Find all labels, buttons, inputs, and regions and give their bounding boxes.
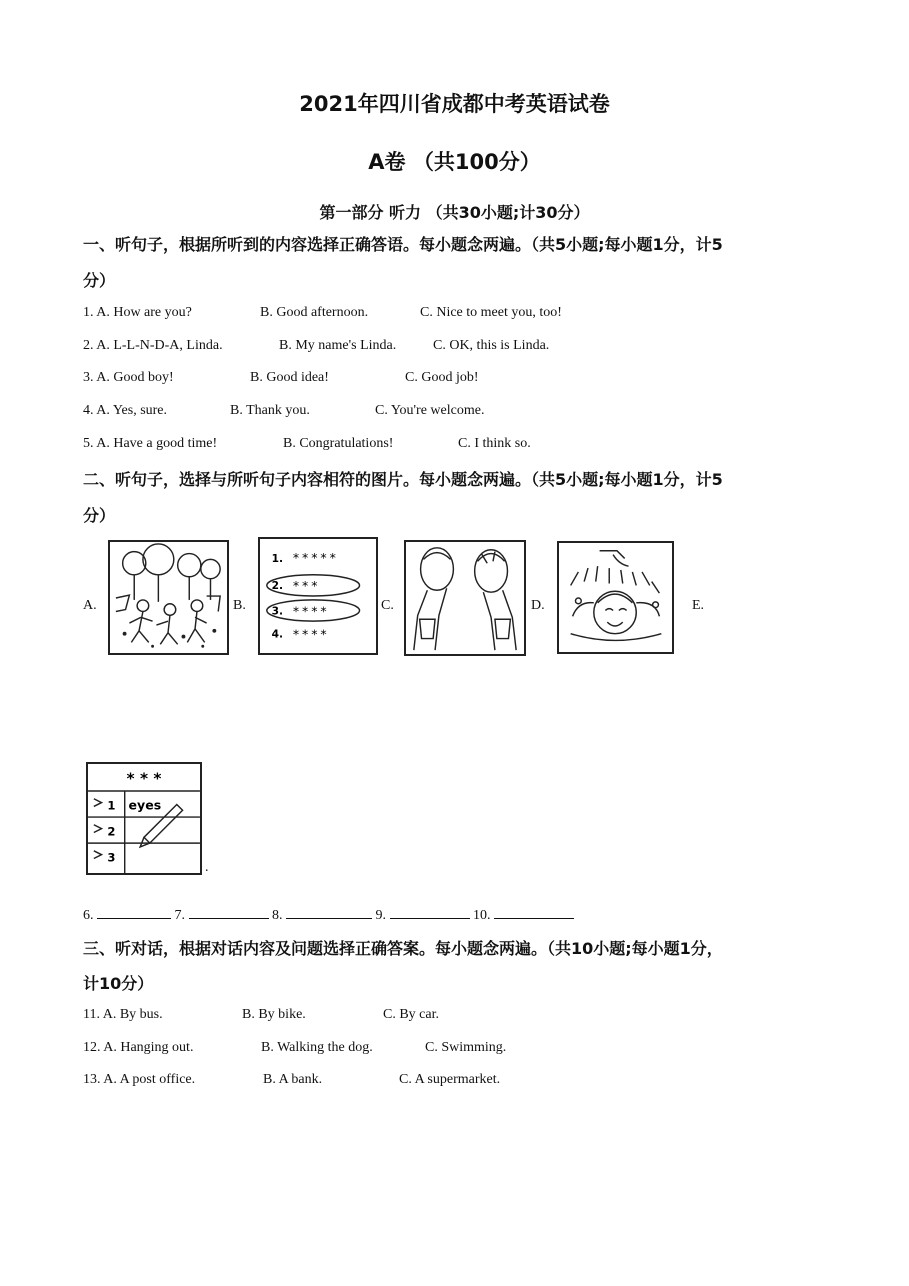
checklist-header-stars: * * *: [126, 769, 162, 788]
q12-option-c: C. Swimming.: [425, 1040, 507, 1055]
blank-10-label: 10.: [473, 908, 491, 923]
q3-option-c: C. Good job!: [405, 370, 479, 385]
blank-6-label: 6.: [83, 908, 94, 923]
q11-option-c: C. By car.: [383, 1007, 439, 1022]
blank-8-label: 8.: [272, 908, 283, 923]
picture-d-child-shower: [557, 541, 674, 654]
rank-1-stars: *****: [292, 550, 339, 566]
blank-7-line[interactable]: [189, 905, 269, 919]
blank-10-line[interactable]: [494, 905, 574, 919]
blank-8-line[interactable]: [286, 905, 372, 919]
section1-heading-line1: 一、听句子，根据所听到的内容选择正确答语。每小题念两遍。（共5小题;每小题1分，计5: [83, 235, 723, 254]
q13-option-b: B. A bank.: [263, 1072, 323, 1087]
blank-9-label: 9.: [375, 908, 386, 923]
page-title: 2021年四川省成都中考英语试卷: [299, 92, 610, 116]
blank-6-line[interactable]: [97, 905, 171, 919]
q5-option-b: B. Congratulations!: [283, 436, 394, 451]
rank-4-number: 4.: [271, 627, 284, 641]
q2-option-c: C. OK, this is Linda.: [433, 338, 550, 353]
q11-option-a: 11. A. By bus.: [83, 1007, 163, 1022]
checklist-row-1: 1: [107, 798, 116, 813]
q5-option-a: 5. A. Have a good time!: [83, 436, 218, 451]
q13-option-a: 13. A. A post office.: [83, 1072, 196, 1087]
checklist-row-3: 3: [107, 850, 116, 865]
rank-1-number: 1.: [271, 552, 284, 566]
section2-heading-line1: 二、听句子，选择与所听句子内容相符的图片。每小题念两遍。（共5小题;每小题1分，计5: [83, 470, 723, 489]
q4-option-c: C. You're welcome.: [375, 403, 485, 418]
q2-option-b: B. My name's Linda.: [279, 338, 397, 353]
picture-e-dot: .: [205, 860, 209, 875]
section1-heading-line2: 分）: [83, 271, 116, 290]
checklist-row-2: 2: [107, 824, 116, 839]
page-subtitle: A卷 （共100分）: [368, 150, 541, 174]
q4-option-b: B. Thank you.: [230, 403, 310, 418]
section2-heading-line2: 分）: [83, 506, 116, 525]
q5-option-c: C. I think so.: [458, 436, 531, 451]
section3-heading-line2: 计10分）: [83, 974, 154, 993]
picture-b-star-ranking: [258, 537, 378, 655]
rank-2-number: 2.: [271, 579, 284, 593]
picture-e-checklist: [86, 762, 202, 875]
picture-a-park-people: [108, 540, 229, 655]
q12-option-b: B. Walking the dog.: [261, 1040, 373, 1055]
q3-option-a: 3. A. Good boy!: [83, 370, 174, 385]
q4-option-a: 4. A. Yes, sure.: [83, 403, 168, 418]
picture-label-a: A.: [83, 598, 97, 613]
q1-option-a: 1. A. How are you?: [83, 305, 192, 320]
rank-2-stars: ***: [292, 578, 321, 594]
part-heading: 第一部分 听力 （共30小题;计30分）: [319, 203, 590, 222]
picture-label-b: B.: [233, 598, 246, 613]
blank-9-line[interactable]: [390, 905, 470, 919]
picture-label-d: D.: [531, 598, 545, 613]
q1-option-b: B. Good afternoon.: [260, 305, 369, 320]
q3-option-b: B. Good idea!: [250, 370, 329, 385]
rank-4-stars: ****: [292, 626, 330, 642]
picture-label-c: C.: [381, 598, 394, 613]
blank-7-label: 7.: [174, 908, 185, 923]
q12-option-a: 12. A. Hanging out.: [83, 1040, 194, 1055]
picture-c-two-people-greeting: [404, 540, 526, 656]
picture-label-e: E.: [692, 598, 705, 613]
q1-option-c: C. Nice to meet you, too!: [420, 305, 562, 320]
section3-heading-line1: 三、听对话，根据对话内容及问题选择正确答案。每小题念两遍。（共10小题;每小题1分，: [83, 939, 723, 958]
rank-3-number: 3.: [271, 604, 284, 618]
checklist-word: eyes: [128, 797, 162, 813]
q11-option-b: B. By bike.: [242, 1007, 306, 1022]
q13-option-c: C. A supermarket.: [399, 1072, 501, 1087]
rank-3-stars: ****: [292, 603, 330, 619]
q2-option-a: 2. A. L-L-N-D-A, Linda.: [83, 338, 223, 353]
answer-blanks-row: [83, 905, 574, 924]
